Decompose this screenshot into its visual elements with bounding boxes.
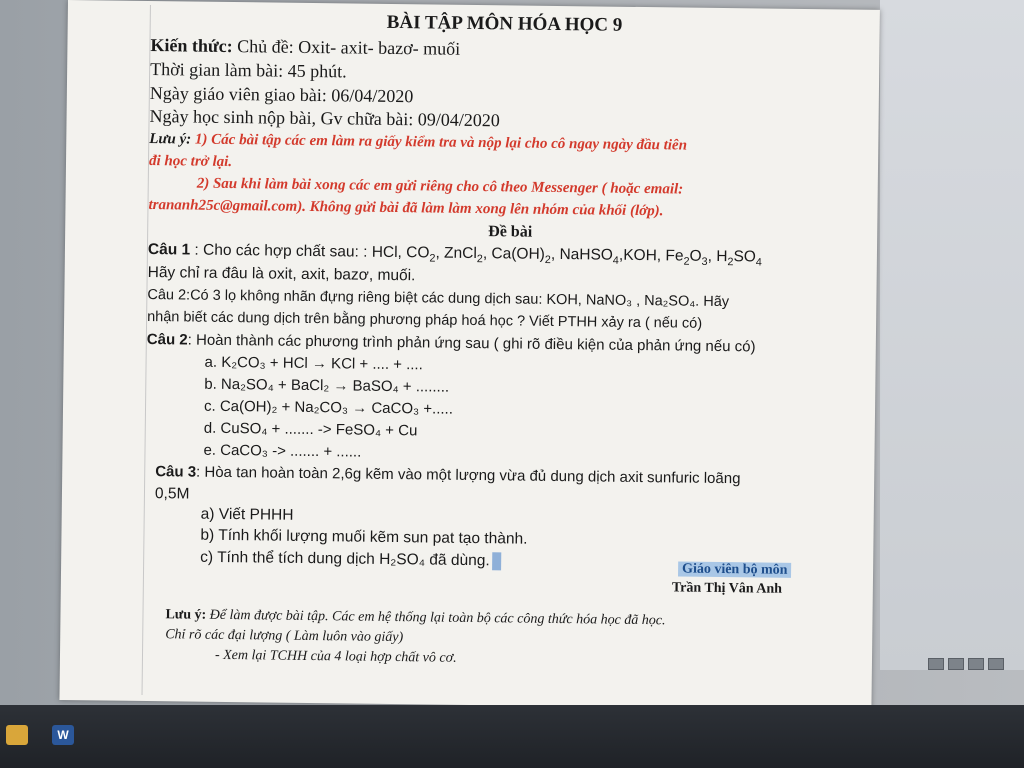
topic-value: Chủ đề: Oxit- axit- bazơ- muối: [232, 36, 461, 59]
print-layout-icon[interactable]: [928, 658, 944, 670]
q1-text: : Cho các hợp chất sau: : HCl, CO: [190, 241, 430, 262]
web-layout-icon[interactable]: [968, 658, 984, 670]
equation-e: e. CaCO₃ -> ....... + ......: [203, 441, 362, 461]
document-page[interactable]: [59, 0, 879, 710]
note-1-text: 1) Các bài tập các em làm ra giấy kiểm tra và nộp lại cho cô ngay ngày đầu tiên: [191, 131, 688, 154]
note-2: 2) Sau khi làm bài xong các em gửi riêng cho cô theo Messenger ( hoặc email:: [196, 175, 684, 198]
note-label: Lưu ý:: [149, 131, 192, 148]
page-text-area[interactable]: [142, 5, 871, 704]
q2a-text: Câu 2:Có 3 lọ không nhãn đựng riêng biệt các dung dịch sau: KOH, NaNO: [147, 286, 627, 309]
question-2a-line-2: nhận biết các dung dịch trên bằng phương pháp hoá học ? Viết PTHH xảy ra ( nếu có): [147, 308, 703, 332]
text-cursor: [492, 552, 501, 570]
q1-label: Câu 1: [147, 240, 191, 259]
question-3-item-b: b) Tính khối lượng muối kẽm sun pat tạo thành.: [200, 526, 528, 548]
question-1-line-2: Hãy chỉ ra đâu là oxit, axit, bazơ, muối.: [147, 263, 416, 285]
time-line: Thời gian làm bài: 45 phút.: [150, 59, 347, 82]
equation-c: c. Ca(OH)₂ + Na₂CO₃ → CaCO₃ +.....: [203, 397, 454, 418]
q3-text: : Hòa tan hoàn toàn 2,6g kẽm vào một lượng vừa đủ dung dịch axit sunfuric loãng: [195, 463, 741, 488]
footer-line-2: Chỉ rõ các đại lượng ( Làm luôn vào giấy): [165, 627, 404, 646]
word-app-icon[interactable]: W: [52, 725, 74, 745]
signature-title-text: Giáo viên bộ môn: [678, 561, 792, 577]
question-3-line-2: 0,5M: [154, 485, 190, 503]
assigned-date-line: Ngày giáo viên giao bài: 06/04/2020: [149, 83, 414, 107]
outline-icon[interactable]: [988, 658, 1004, 670]
topic-label: Kiến thức:: [150, 35, 233, 57]
note-1: [149, 131, 687, 155]
full-screen-icon[interactable]: [948, 658, 964, 670]
q2b-label: Câu 2: [146, 330, 188, 349]
question-1: Câu 1 : Cho các hợp chất sau: : HCl, $CO_2$, ZnCl$_2$, $Ca(OH)_2$, NaHSO$_4$,KOH, $Fe_2O_3$, $H_2SO_4$: [147, 240, 762, 269]
footer-line-3: - Xem lại TCHH của 4 loại hợp chất vô cơ.: [214, 647, 457, 666]
question-2a: [147, 287, 729, 310]
q3-item-c-text: c) Tính thể tích dung dịch H₂SO₄ đã dùng.: [200, 548, 490, 570]
question-2b: [147, 331, 756, 355]
footer-label: Lưu ý:: [165, 607, 207, 623]
note-2-cont: trananh25c@gmail.com). Không gửi bài đã làm làm xong lên nhóm của khối (lớp).: [148, 196, 664, 220]
question-3: [155, 463, 740, 487]
signature-title: [678, 559, 792, 578]
side-pane: [880, 0, 1024, 670]
q2a-tail: ₃ , Na₂SO₄. Hãy: [626, 292, 730, 311]
taskbar: [0, 705, 1024, 768]
submit-date-line: Ngày học sinh nộp bài, Gv chữa bài: 09/04/2020: [149, 106, 500, 131]
question-3-item-a: a) Viết PHHH: [200, 505, 294, 524]
topic-line: [150, 35, 460, 60]
view-mode-icons[interactable]: [928, 658, 1004, 670]
equation-b: b. Na₂SO₄ + BaCl₂ → BaSO₄ + ........: [204, 375, 450, 396]
signature-name: Trần Thị Vân Anh: [671, 580, 783, 597]
footer-text-1: Để làm được bài tập. Các em hệ thống lại toàn bộ các công thức hóa học đã học.: [206, 607, 666, 629]
q3-label: Câu 3: [155, 463, 197, 481]
footer-note: [165, 607, 665, 629]
folder-icon[interactable]: [6, 725, 28, 745]
section-heading: Đề bài: [488, 223, 533, 241]
page-title: BÀI TẬP MÔN HÓA HỌC 9: [386, 11, 623, 36]
q2b-text: : Hoàn thành các phương trình phản ứng sau ( ghi rõ điều kiện của phản ứng nếu có): [187, 331, 756, 356]
question-3-item-c: [200, 549, 501, 571]
equation-d: d. CuSO₄ + ....... -> FeSO₄ + Cu: [203, 419, 418, 440]
note-1-cont: đi học trở lại.: [148, 153, 233, 171]
equation-a: a. K₂CO₃ + HCl → KCl + .... + ....: [204, 353, 423, 374]
